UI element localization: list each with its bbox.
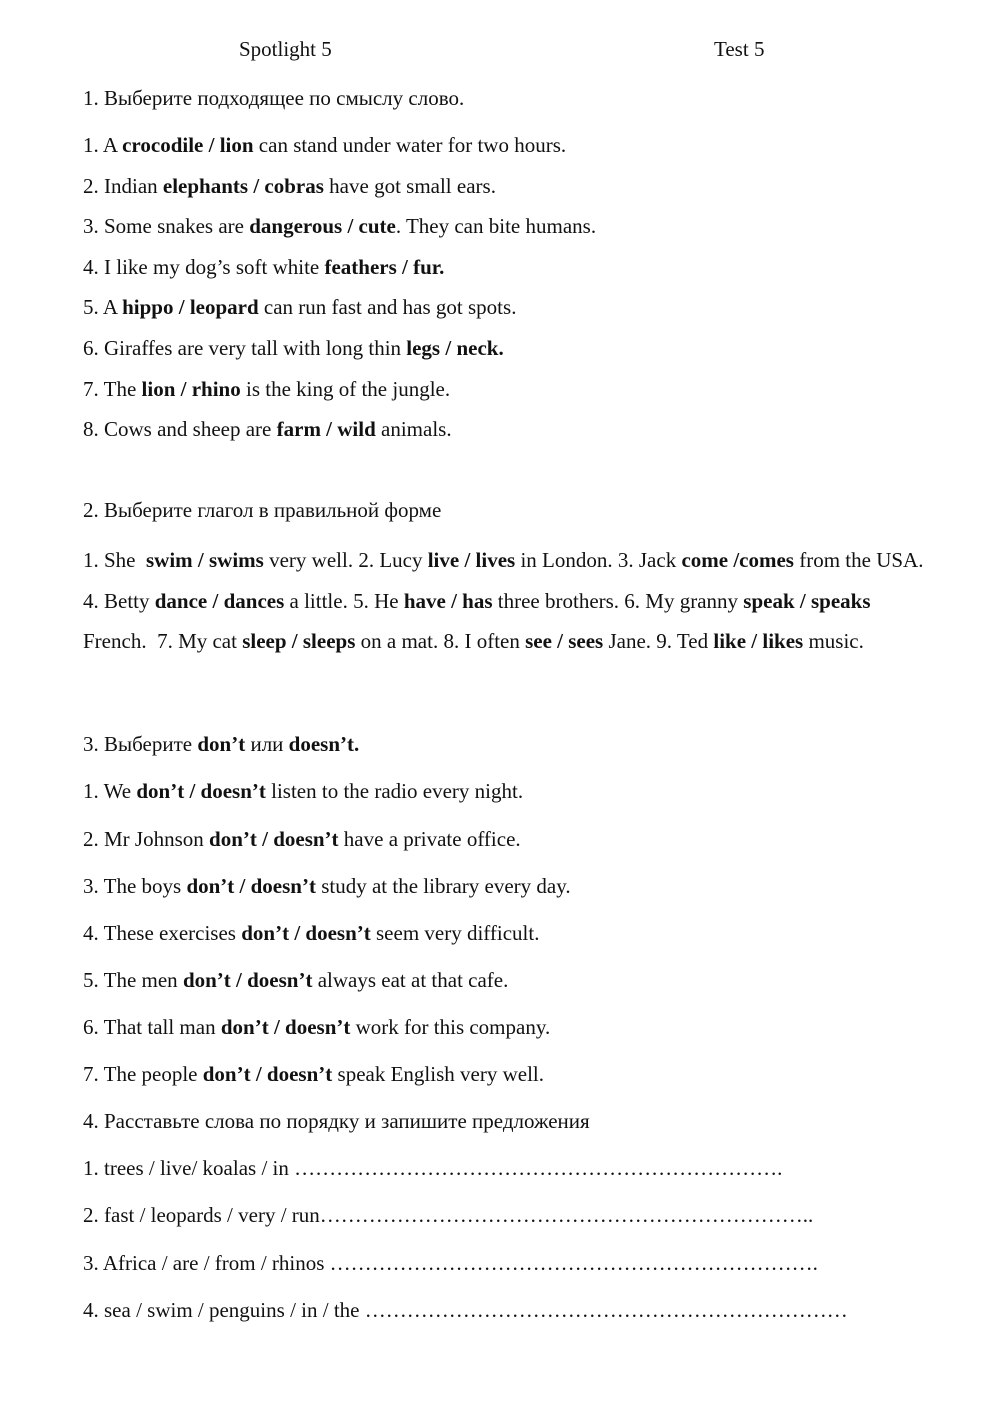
paragraph-text: a little. 5. He (284, 588, 404, 613)
exercise4-item: 4. sea / swim / penguins / in / the …………………………………………………………… (83, 1298, 848, 1322)
item-text: 1. We (83, 779, 137, 803)
word-choice: dangerous / cute (249, 214, 396, 238)
section1-heading: 1. Выберите подходящее по смыслу слово. (83, 86, 465, 110)
exercise3-item (83, 1015, 550, 1039)
exercise4-item: 2. fast / leopards / very / run…………………………………………………………….. (83, 1203, 814, 1227)
word-choice: hippo / leopard (122, 295, 259, 319)
section3-heading-part: don’t (197, 732, 246, 756)
word-choice: don’t / doesn’t (220, 1015, 351, 1039)
item-text: 4. These exercises (83, 921, 242, 945)
verb-choice: speak / speaks (743, 588, 871, 613)
verb-choice: see / sees (525, 629, 604, 654)
item-text: 3. The boys (83, 874, 187, 898)
exercise3-item (83, 1062, 544, 1086)
paragraph-text: Jane. 9. Ted (603, 629, 714, 654)
item-text: 5. A (83, 295, 123, 319)
paragraph-text: very well. 2. Lucy (263, 548, 428, 572)
item-text: always eat at that cafe. (312, 968, 509, 992)
section2-paragraph (83, 540, 955, 662)
verb-choice: sleep / sleeps (242, 629, 356, 654)
verb-choice: come /comes (681, 548, 794, 572)
verb-choice: like / likes (713, 629, 804, 654)
exercise3-item (83, 779, 523, 803)
paragraph-text: on a mat. 8. I often (355, 629, 526, 654)
exercise4-item: 1. trees / live/ koalas / in ……………………………………………………………. (83, 1156, 783, 1180)
header-test-number: Test 5 (714, 37, 765, 61)
section3-heading-part: или (245, 732, 289, 756)
word-choice: feathers / fur. (324, 255, 445, 279)
item-text: have got small ears. (323, 174, 496, 198)
item-text: study at the library every day. (315, 874, 571, 898)
item-text: listen to the radio every night. (265, 779, 524, 803)
item-text: speak English very well. (332, 1062, 544, 1086)
item-text: 1. A (83, 133, 123, 157)
item-text: can stand under water for two hours. (253, 133, 567, 157)
exercise1-item (83, 417, 452, 441)
section3-heading-part: 3. Выберите (83, 732, 198, 756)
section3-heading (83, 732, 359, 756)
paragraph-text: from the USA. 4. Betty (83, 548, 955, 613)
exercise1-item (83, 295, 516, 319)
exercise1-item (83, 255, 444, 279)
item-text: have a private office. (338, 827, 521, 851)
item-text: 6. Giraffes are very tall with long thin (83, 336, 407, 360)
exercise1-item (83, 174, 496, 198)
paragraph-text: music. (803, 629, 864, 654)
word-choice: lion / rhino (141, 377, 241, 401)
item-text: can run fast and has got spots. (258, 295, 517, 319)
paragraph-text: 1. She (83, 548, 146, 572)
item-text: work for this company. (350, 1015, 551, 1039)
item-text: 4. I like my dog’s soft white (83, 255, 325, 279)
exercise3-item (83, 827, 521, 851)
word-choice: legs / neck. (406, 336, 504, 360)
paragraph-text: in London. 3. Jack (515, 548, 682, 572)
exercise1-item (83, 133, 566, 157)
item-text: seem very difficult. (370, 921, 540, 945)
header-title: Spotlight 5 (239, 37, 332, 61)
exercise1-item (83, 214, 596, 238)
word-choice: crocodile / lion (122, 133, 254, 157)
exercise1-item (83, 377, 450, 401)
paragraph-text: French. 7. My cat (83, 588, 876, 654)
item-text: is the king of the jungle. (240, 377, 451, 401)
word-choice: don’t / doesn’t (182, 968, 313, 992)
item-text: 6. That tall man (83, 1015, 221, 1039)
word-choice: don’t / doesn’t (241, 921, 371, 945)
paragraph-text: three brothers. 6. My granny (492, 588, 744, 613)
word-choice: don’t / doesn’t (186, 874, 316, 898)
item-text: 3. Some snakes are (83, 214, 250, 238)
word-choice: farm / wild (276, 417, 376, 441)
verb-choice: have / has (403, 588, 493, 613)
verb-choice: dance / dances (154, 588, 285, 613)
section2-heading: 2. Выберите глагол в правильной форме (83, 498, 442, 522)
word-choice: elephants / cobras (162, 174, 324, 198)
word-choice: don’t / doesn’t (136, 779, 266, 803)
section3-heading-part: doesn’t. (288, 732, 360, 756)
exercise3-item (83, 968, 508, 992)
section4-heading: 4. Расставьте слова по порядку и запишите предложения (83, 1109, 590, 1133)
exercise1-item (83, 336, 504, 360)
exercise3-item (83, 921, 539, 945)
item-text: . They can bite humans. (395, 214, 597, 238)
item-text: 2. Indian (83, 174, 163, 198)
item-text: 7. The people (83, 1062, 203, 1086)
item-text: animals. (375, 417, 452, 441)
item-text: 5. The men (83, 968, 183, 992)
verb-choice: swim / swims (146, 548, 264, 572)
item-text: 8. Cows and sheep are (83, 417, 277, 441)
word-choice: don’t / doesn’t (209, 827, 339, 851)
verb-choice: live / lives (427, 548, 516, 572)
item-text: 7. The (83, 377, 142, 401)
item-text: 2. Mr Johnson (83, 827, 210, 851)
exercise3-item (83, 874, 571, 898)
word-choice: don’t / doesn’t (202, 1062, 333, 1086)
exercise4-item: 3. Africa / are / from / rhinos ……………………………………………………………. (83, 1251, 818, 1275)
